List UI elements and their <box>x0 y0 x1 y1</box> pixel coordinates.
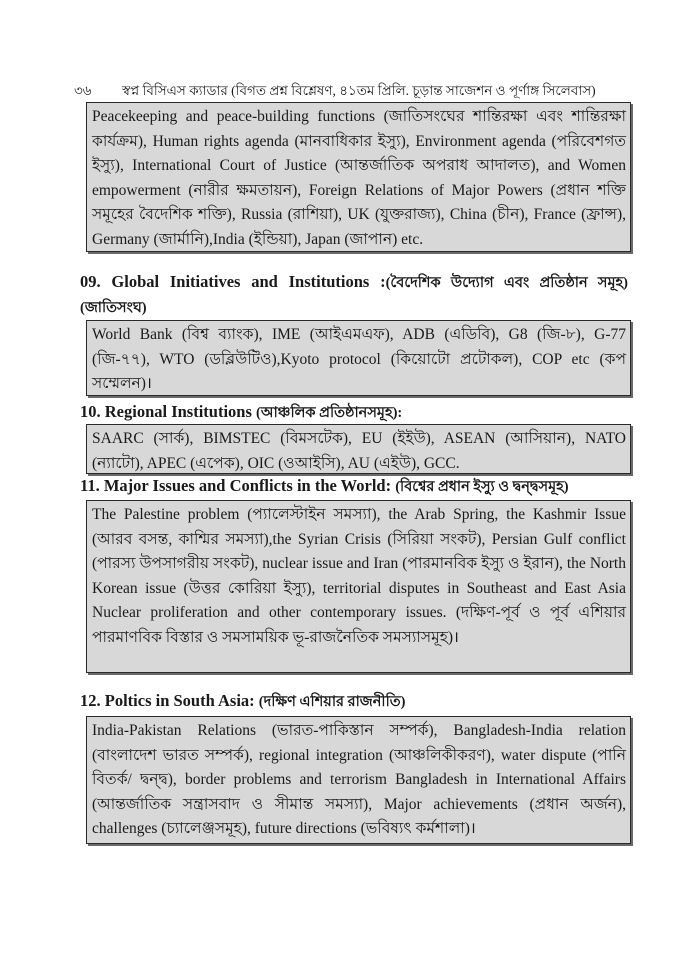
section-10-heading <box>80 400 402 425</box>
section-09-body: World Bank (বিশ্ব ব্যাংক), IME (আইএমএফ), ADB (এডিবি), G8 (জি-৮), G-77 (জি-৭৭), WTO (ডব্লিউটিও),Kyoto protocol (কিয়োটো প্রটোকল), COP etc (কপ সম্মেলন)। <box>92 326 626 392</box>
section-09-content-box <box>86 320 631 396</box>
section-11-heading <box>80 474 569 499</box>
section-12-content-box <box>86 716 631 844</box>
section-10-body: SAARC (সার্ক), BIMSTEC (বিমসটেক), EU (ইইউ), ASEAN (আসিয়ান), NATO (ন্যাটো), APEC (এপেক), OIC (ওআইসি), AU (এইউ), GCC. <box>92 430 626 472</box>
section-08-content-box <box>86 102 631 252</box>
section-10-heading-en: 10. Regional Institutions <box>80 402 257 421</box>
section-11-body: The Palestine problem (প্যালেস্টাইন সমস্যা), the Arab Spring, the Kashmir Issue (আরব বসন্ত, কাশ্মির সমস্যা),the Syrian Crisis (সিরিয়া সংকট), Persian Gulf conflict (পারস্য উপসাগরীয় সংকট), nuclear issue and Iran (পারমানবিক ইস্যু ও ইরান), the North Korean issue (উত্তর কোরিয়া ইস্যু), territorial disputes in Southeast and East Asia Nuclear proliferation and other contemporary issues. (দক্ষিণ-পূর্ব ও পূর্ব এশিয়ার পারমাণবিক বিস্তার ও সমসাময়িক ভূ-রাজনৈতিক সমস্যাসমূহ)। <box>92 506 626 646</box>
section-11-heading-bn: (বিশ্বের প্রধান ইস্যু ও দ্বন্দ্বসমূহ) <box>395 479 569 495</box>
section-09-heading <box>80 270 628 320</box>
section-12-heading <box>80 689 405 714</box>
section-12-heading-en: 12. Poltics in South Asia: <box>80 691 259 710</box>
section-10-heading-bn: (আঞ্চলিক প্রতিষ্ঠানসমূহ): <box>256 405 403 421</box>
running-title: স্বপ্ন বিসিএস ক্যাডার (বিগত প্রশ্ন বিশ্লেষণ, ৪১তম প্রিলি. চূড়ান্ত সাজেশন ও পূর্ণাঙ্গ সিলেবাস) <box>122 83 596 98</box>
section-09-heading-bn: (বৈদেশিক উদ্যোগ এবং প্রতিষ্ঠান সমূহ) (জাতিসংঘ) <box>80 275 628 316</box>
section-12-heading-bn: (দক্ষিণ এশিয়ার রাজনীতি) <box>258 694 406 710</box>
section-08-body: Peacekeeping and peace-building functions (জাতিসংঘের শান্তিরক্ষা এবং শান্তিরক্ষা কার্যক্রম), Human rights agenda (মানবাধিকার ইস্যু), Environment agenda (পরিবেশগত ইস্যু), International Court of Justice (আন্তর্জাতিক অপরাধ আদালত), and Women empowerment (নারীর ক্ষমতায়ন), Foreign Relations of Major Powers (প্রধান শক্তি সমূহের বৈদেশিক শক্তি), Russia (রাশিয়া), UK (যুক্তরাজ্য), China (চীন), France (ফ্রান্স), Germany (জার্মানি),India (ইন্ডিয়া), Japan (জাপান) etc. <box>92 108 626 248</box>
page-number: ৩৬ <box>74 83 92 98</box>
section-11-heading-en: 11. Major Issues and Conflicts in the World: <box>80 476 396 495</box>
section-09-heading-en: 09. Global Initiatives and Institutions : <box>80 272 386 291</box>
section-11-content-box <box>86 500 631 673</box>
section-10-content-box <box>86 424 631 474</box>
page-header <box>74 80 634 103</box>
section-12-body: India-Pakistan Relations (ভারত-পাকিস্তান সম্পর্ক), Bangladesh-India relation (বাংলাদেশ ভারত সম্পর্ক), regional integration (আঞ্চলিকীকরণ), water dispute (পানি বিতর্ক/ দ্বন্দ্ব), border problems and terrorism Bangladesh in International Affairs (আন্তর্জাতিক সন্ত্রাসবাদ ও সীমান্ত সমস্যা), Major achievements (প্রধান অর্জন), challenges (চ্যালেঞ্জসমূহ), future directions (ভবিষ্যৎ কর্মশালা)। <box>92 722 626 837</box>
